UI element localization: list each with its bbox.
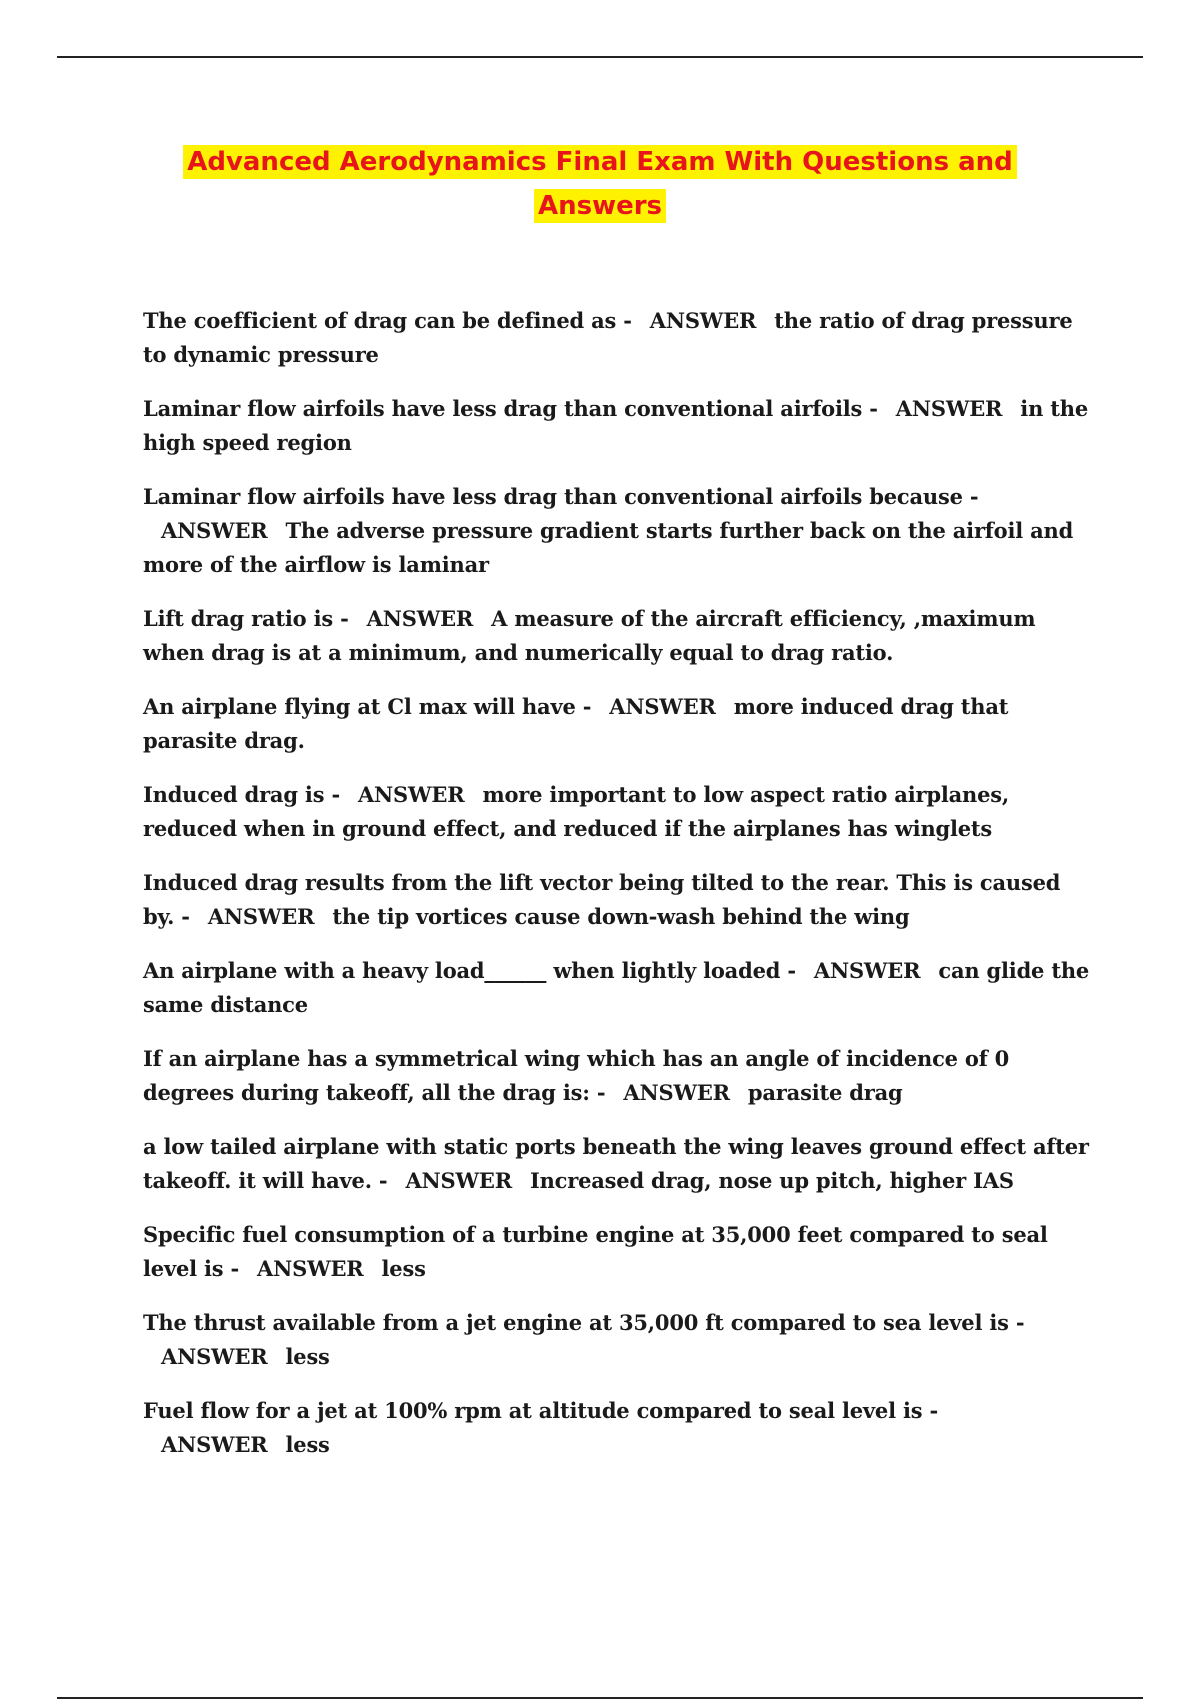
question-text: If an airplane has a symmetrical wing which has an angle of incidence of 0 degrees during takeoff, all the drag is: - [143, 1046, 1010, 1105]
answer-label: ANSWER [366, 606, 474, 631]
answer-label: ANSWER [357, 782, 465, 807]
document-title [150, 140, 1050, 228]
question-text: An airplane with a heavy load______ when lightly loaded - [143, 958, 796, 983]
question-text: Laminar flow airfoils have less drag than conventional airfoils because - [143, 484, 979, 509]
qa-item [143, 480, 1098, 582]
answer-label: ANSWER [161, 1432, 268, 1457]
question-text: Laminar flow airfoils have less drag than conventional airfoils - [143, 396, 878, 421]
qa-item [143, 866, 1098, 934]
answer-label: ANSWER [895, 396, 1003, 421]
answer-label: ANSWER [813, 958, 921, 983]
qa-item [143, 392, 1098, 460]
answer-text: Increased drag, nose up pitch, higher IAS [529, 1168, 1014, 1193]
question-text: Specific fuel consumption of a turbine engine at 35,000 feet compared to seal level is - [143, 1222, 1048, 1281]
answer-label: ANSWER [207, 904, 315, 929]
qa-item [143, 778, 1098, 846]
bottom-rule [57, 1697, 1143, 1699]
answer-text: less [381, 1256, 426, 1281]
question-text: a low tailed airplane with static ports beneath the wing leaves ground effect after takeoff. it will have. - [143, 1134, 1089, 1193]
answer-label: ANSWER [649, 308, 757, 333]
answer-label: ANSWER [405, 1168, 512, 1193]
qa-item [143, 1130, 1098, 1198]
document-title-text: Advanced Aerodynamics Final Exam With Questions and Answers [183, 145, 1017, 223]
answer-text: more important to low aspect ratio airplanes, reduced when in ground effect, and reduced if the airplanes has winglets [143, 782, 1009, 841]
answer-label: ANSWER [257, 1256, 364, 1281]
answer-text: can glide the same distance [143, 958, 1090, 1017]
answer-text: more induced drag that parasite drag. [143, 694, 1009, 753]
answer-text: the ratio of drag pressure to dynamic pressure [143, 308, 1073, 367]
answer-text: the tip vortices cause down-wash behind the wing [332, 904, 910, 929]
answer-text: A measure of the aircraft efficiency, ,maximum when drag is at a minimum, and numerically equal to drag ratio. [143, 606, 1036, 665]
qa-item [143, 1394, 1098, 1462]
question-text: The thrust available from a jet engine at 35,000 ft compared to sea level is - [143, 1310, 1025, 1335]
top-rule [57, 56, 1143, 58]
qa-item [143, 602, 1098, 670]
qa-item [143, 690, 1098, 758]
qa-item [143, 304, 1098, 372]
qa-item [143, 1306, 1098, 1374]
question-text: The coefficient of drag can be defined as - [143, 308, 632, 333]
question-text: Lift drag ratio is - [143, 606, 349, 631]
question-text: Induced drag is - [143, 782, 340, 807]
answer-text: less [285, 1432, 330, 1457]
answer-text: in the high speed region [143, 396, 1088, 455]
qa-item [143, 1042, 1098, 1110]
answer-label: ANSWER [161, 518, 268, 543]
answer-label: ANSWER [161, 1344, 268, 1369]
qa-item [143, 954, 1098, 1022]
answer-text: The adverse pressure gradient starts further back on the airfoil and more of the airflow is laminar [143, 518, 1074, 577]
answer-text: parasite drag [747, 1080, 903, 1105]
question-text: Induced drag results from the lift vector being tilted to the rear. This is caused by. - [143, 870, 1061, 929]
answer-text: less [285, 1344, 330, 1369]
question-text: Fuel flow for a jet at 100% rpm at altitude compared to seal level is - [143, 1398, 939, 1423]
qa-item [143, 1218, 1098, 1286]
qa-list [143, 304, 1098, 1482]
answer-label: ANSWER [623, 1080, 730, 1105]
answer-label: ANSWER [609, 694, 716, 719]
question-text: An airplane flying at Cl max will have - [143, 694, 592, 719]
